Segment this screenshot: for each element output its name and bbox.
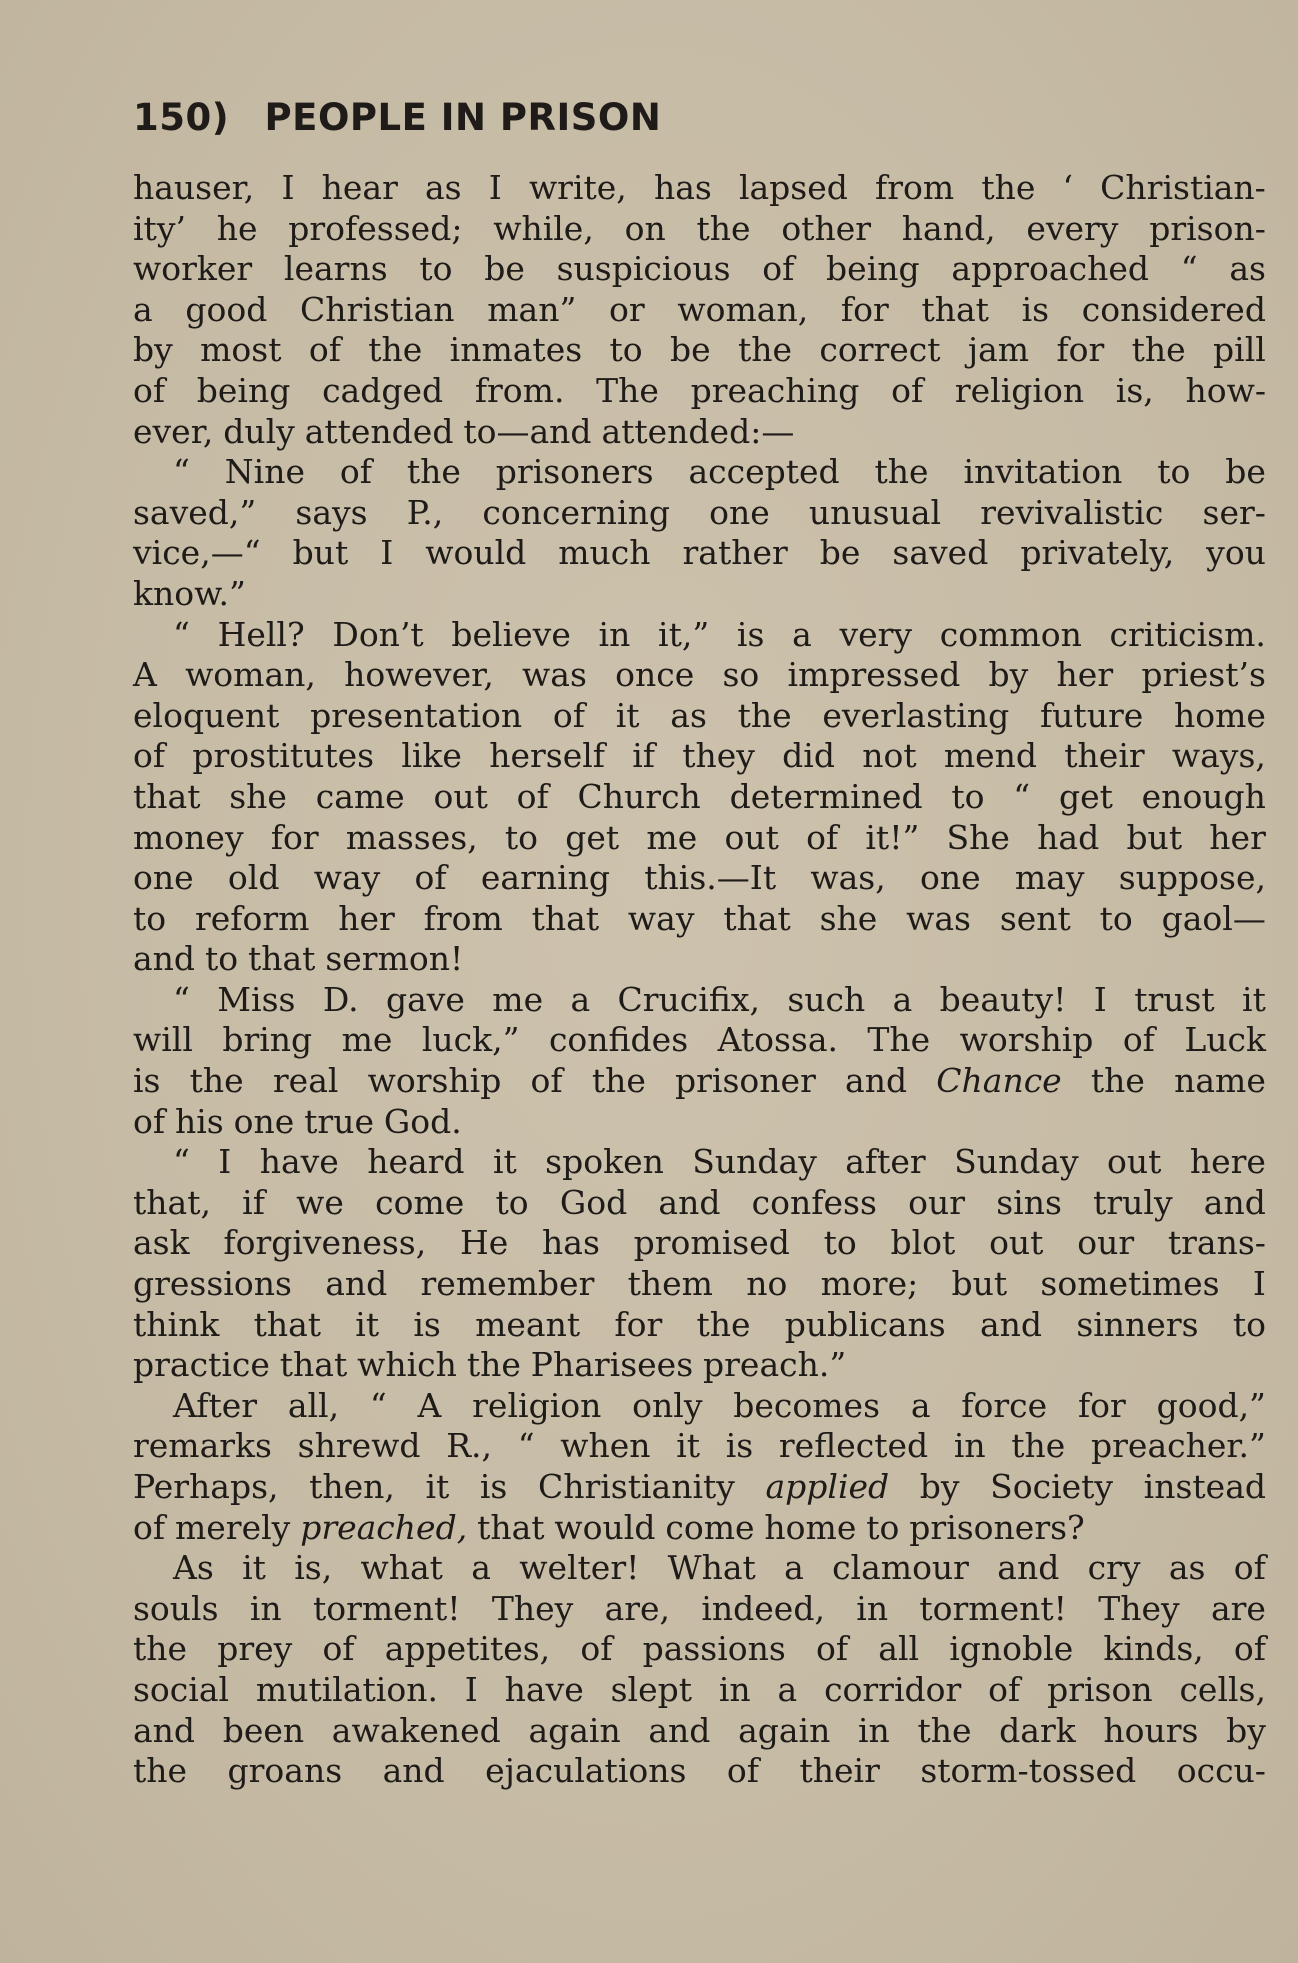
text-line: that she came out of Church determined to “ get enough	[133, 776, 1266, 816]
running-title: PEOPLE IN PRISON	[264, 96, 662, 139]
text-line: of prostitutes like herself if they did not mend their ways,	[133, 736, 1266, 776]
text-line: A woman, however, was once so impressed by her priest’s	[133, 655, 1266, 695]
text-line: money for masses, to get me out of it!” She had but her	[133, 817, 1266, 857]
text-line: the prey of appetites, of passions of all ignoble kinds, of	[133, 1629, 1266, 1669]
text-line: gressions and remember them no more; but sometimes I	[133, 1264, 1266, 1304]
text-line: ever, duly attended to—and attended:—	[133, 411, 795, 451]
text-line: souls in torment! They are, indeed, in torment! They are	[133, 1588, 1266, 1628]
text-line: and been awakened again and again in the dark hours by	[133, 1710, 1266, 1750]
text-line: is the real worship of the prisoner and Chance the name	[133, 1061, 1266, 1101]
text-line: worker learns to be suspicious of being approached “ as	[133, 249, 1266, 289]
text-line: vice,—“ but I would much rather be saved privately, you	[133, 533, 1266, 573]
text-line: of being cadged from. The preaching of religion is, how-	[133, 370, 1266, 410]
text-line: one old way of earning this.—It was, one may suppose,	[133, 858, 1266, 898]
text-line: saved,” says P., concerning one unusual revivalistic ser-	[133, 492, 1266, 532]
text-line: and to that sermon!	[133, 939, 464, 979]
text-line: remarks shrewd R., “ when it is reflected in the preacher.”	[133, 1426, 1266, 1466]
text-line: social mutilation. I have slept in a corridor of prison cells,	[133, 1669, 1266, 1709]
text-line: eloquent presentation of it as the everlasting future home	[133, 695, 1266, 735]
text-line: will bring me luck,” confides Atossa. The worship of Luck	[133, 1020, 1266, 1060]
text-line: ity’ he professed; while, on the other hand, every prison-	[133, 208, 1266, 248]
text-line: ask forgiveness, He has promised to blot out our trans-	[133, 1223, 1266, 1263]
text-line: to reform her from that way that she was sent to gaol—	[133, 898, 1266, 938]
text-line: a good Christian man” or woman, for that is considered	[133, 289, 1266, 329]
text-line: that, if we come to God and confess our sins truly and	[133, 1182, 1266, 1222]
text-line: “ I have heard it spoken Sunday after Sunday out here	[173, 1142, 1266, 1182]
body-text	[133, 168, 1266, 1792]
text-line: After all, “ A religion only becomes a force for good,”	[173, 1385, 1266, 1425]
text-line: the groans and ejaculations of their storm-tossed occu-	[133, 1751, 1266, 1791]
page-number: 150)	[133, 96, 230, 139]
text-line: As it is, what a welter! What a clamour and cry as of	[173, 1548, 1266, 1588]
text-line: practice that which the Pharisees preach.”	[133, 1345, 847, 1385]
text-line: “ Nine of the prisoners accepted the invitation to be	[173, 452, 1266, 492]
page-header	[133, 96, 661, 139]
text-line: of his one true God.	[133, 1101, 462, 1141]
text-line: of merely preached, that would come home to prisoners?	[133, 1507, 1085, 1547]
text-line: Perhaps, then, it is Christianity applied by Society instead	[133, 1467, 1266, 1506]
text-line: “ Miss D. gave me a Crucifix, such a beauty! I trust it	[173, 979, 1266, 1019]
text-line: know.”	[133, 573, 246, 613]
text-line: by most of the inmates to be the correct jam for the pill	[133, 330, 1266, 370]
text-line: think that it is meant for the publicans and sinners to	[133, 1304, 1266, 1344]
text-line: “ Hell? Don’t believe in it,” is a very common criticism.	[173, 614, 1266, 654]
text-line: hauser, I hear as I write, has lapsed from the ‘ Christian-	[133, 168, 1266, 207]
